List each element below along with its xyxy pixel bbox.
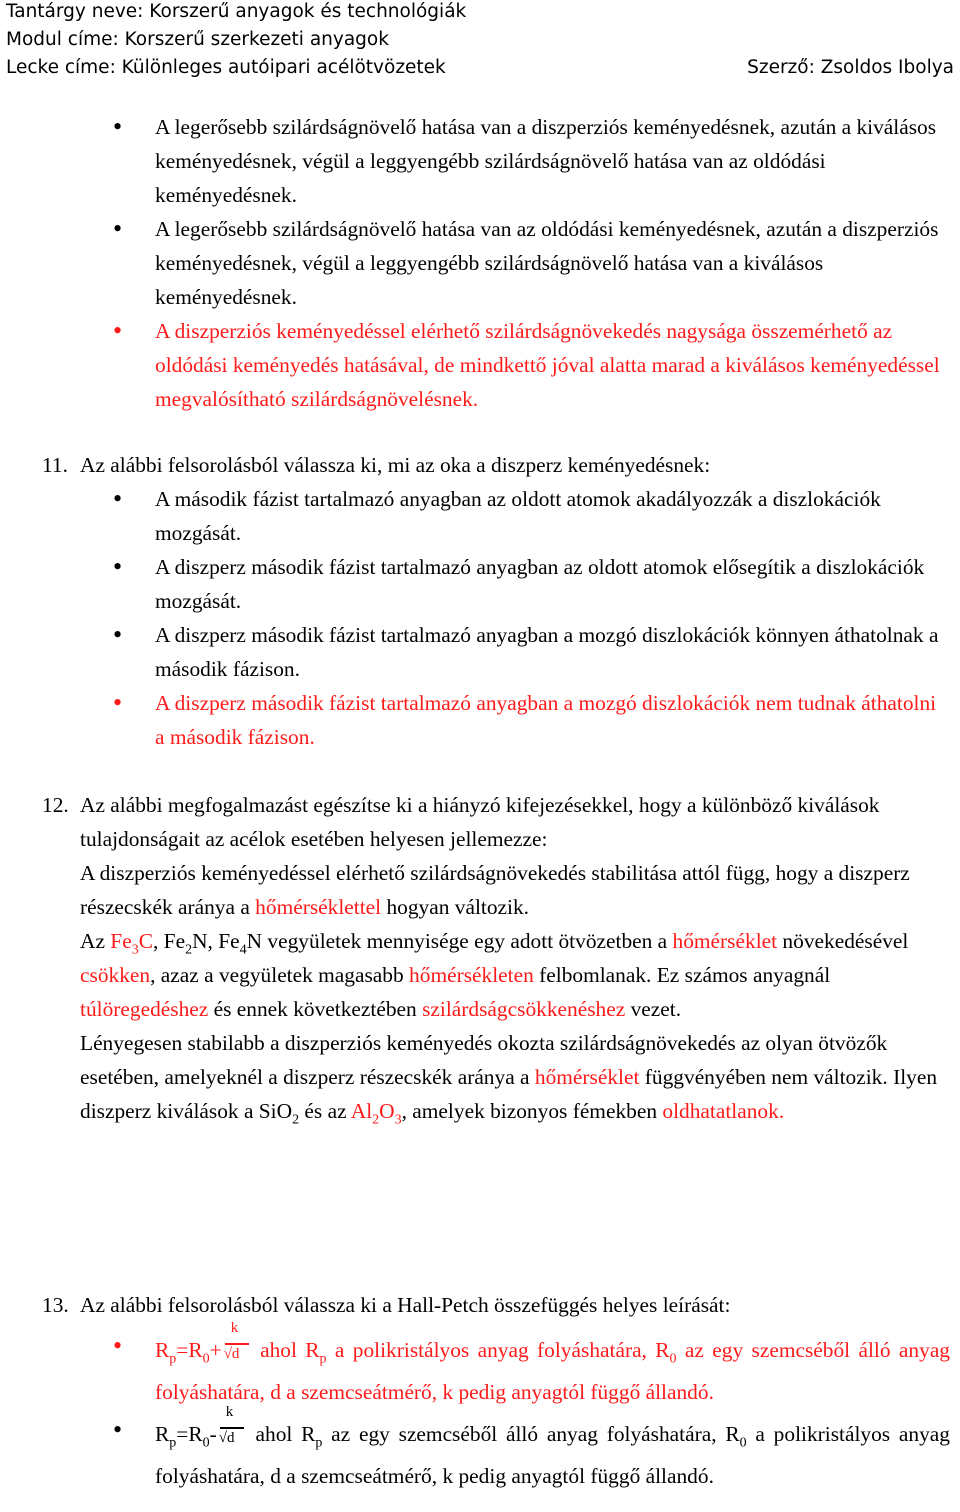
question-13-options (0, 1320, 960, 1497)
paragraph: A diszperziós keményedéssel elérhető szilárdságnövekedés stabilitása attól függ, hogy a diszperz részecskék aránya a hőmérséklettel hogyan változik. (80, 861, 910, 919)
paragraph: Az $Fe_3C$, $Fe_2N$, $Fe_4N$ vegyületek mennyisége egy adott ötvözetben a hőmérséklet növekedésével csökken, azaz a vegyületek magasabb hőmérsékleten felbomlanak. Ez számos anyagnál túlöregedéshez és ennek következtében szilárdságcsökkenéshez vezet. (80, 929, 909, 1021)
answer-option-correct[interactable]: • A diszperz második fázist tartalmazó anyagban a mozgó diszlokációk nem tudnak áthatolni a második fázison. (0, 686, 960, 754)
answer-blank[interactable]: hőmérséklet (534, 1065, 640, 1089)
answer-blank[interactable]: $Al_2O_3$ (350, 1099, 402, 1128)
question-number: 12. (42, 793, 69, 817)
question-10-options (0, 110, 960, 416)
paragraph: Lényegesen stabilabb a diszperziós keményedés okozta szilárdságnövekedés az olyan ötvözők esetében, amelyeknél a diszperz részecskék aránya a hőmérséklet függvényében nem változik. Ilyen diszperz kiválások a SiO$_2$ és az $Al_2O_3$, amelyek bizonyos fémekben oldhatatlanok. (80, 1031, 938, 1128)
answer-option-correct[interactable]: • $R_p=R_0+$ $\frac{k}{√d}$ ahol $R_p$ a polikristályos anyag folyáshatára, $R_0$ az egy szemcséből álló anyag folyáshatára, d a szemcseátmérő, k pedig anyagtól függő állandó. (0, 1329, 960, 1413)
answer-option[interactable]: • A legerősebb szilárdságnövelő hatása van a diszperziós keményedésnek, azután a kiválásos keményedésnek, végül a leggyengébb szilárdságnövelő hatása van az oldódási keményedésnek. (0, 110, 960, 212)
question-text: Az alábbi felsorolásból válassza ki, mi az oka a diszperz keményedésnek: (80, 453, 711, 477)
question-number: 11. (42, 453, 68, 477)
answer-option[interactable]: • $R_p=R_0-$ $\frac{k}{√d}$ ahol $R_p$ az egy szemcséből álló anyag folyáshatára, $R_0$ a polikristályos anyag folyáshatára, d a szemcseátmérő, k pedig anyagtól függő állandó. (0, 1413, 960, 1497)
answer-blank[interactable]: túlöregedéshez (80, 997, 209, 1021)
answer-blank[interactable]: oldhatatlanok. (662, 1099, 785, 1123)
answer-blank[interactable]: hőmérséklettel (255, 895, 382, 919)
question-text: Az alábbi megfogalmazást egészítse ki a hiányzó kifejezésekkel, hogy a különböző kiválások tulajdonságait az acélok esetében helyesen jellemezze: (80, 793, 880, 851)
answer-option[interactable]: • A diszperz második fázist tartalmazó anyagban az oldott atomok elősegítik a diszlokációk mozgását. (0, 550, 960, 618)
answer-blank[interactable]: $Fe_3C$ (110, 929, 153, 958)
module-title: Modul címe: Korszerű szerkezeti anyagok (6, 29, 389, 50)
answer-blank[interactable]: csökken (80, 963, 151, 987)
answer-option[interactable]: • A diszperz második fázist tartalmazó anyagban a mozgó diszlokációk könnyen áthatolnak a második fázison. (0, 618, 960, 686)
author: Szerző: Zsoldos Ibolya (747, 57, 954, 78)
question-text: Az alábbi felsorolásból válassza ki a Hall-Petch összefüggés helyes leírását: (80, 1293, 731, 1317)
question-11-options (0, 482, 960, 754)
course-name: Tantárgy neve: Korszerű anyagok és technológiák (6, 1, 467, 22)
question-12-text (80, 788, 952, 1128)
answer-option-correct[interactable]: • A diszperziós keményedéssel elérhető szilárdságnövekedés nagysága összemérhető az oldódási keményedés hatásával, de mindkettő jóval alatta marad a kiválásos keményedéssel megvalósítható szilárdságnövelésnek. (0, 314, 960, 416)
answer-blank[interactable]: hőmérsékleten (409, 963, 534, 987)
answer-blank[interactable]: hőmérséklet (672, 929, 778, 953)
answer-blank[interactable]: szilárdságcsökkenéshez (422, 997, 626, 1021)
answer-option[interactable]: • A legerősebb szilárdságnövelő hatása van az oldódási keményedésnek, azután a diszperziós keményedésnek, végül a leggyengébb szilárdságnövelő hatása van a kiválásos keményedésnek. (0, 212, 960, 314)
question-number: 13. (42, 1293, 69, 1317)
answer-option[interactable]: • A második fázist tartalmazó anyagban az oldott atomok akadályozzák a diszlokációk mozgását. (0, 482, 960, 550)
lesson-title: Lecke címe: Különleges autóipari acélötvözetek (6, 57, 446, 78)
formula-fraction: $\frac{k}{√d}$ (219, 1413, 245, 1447)
formula-fraction: $\frac{k}{√d}$ (224, 1329, 250, 1363)
